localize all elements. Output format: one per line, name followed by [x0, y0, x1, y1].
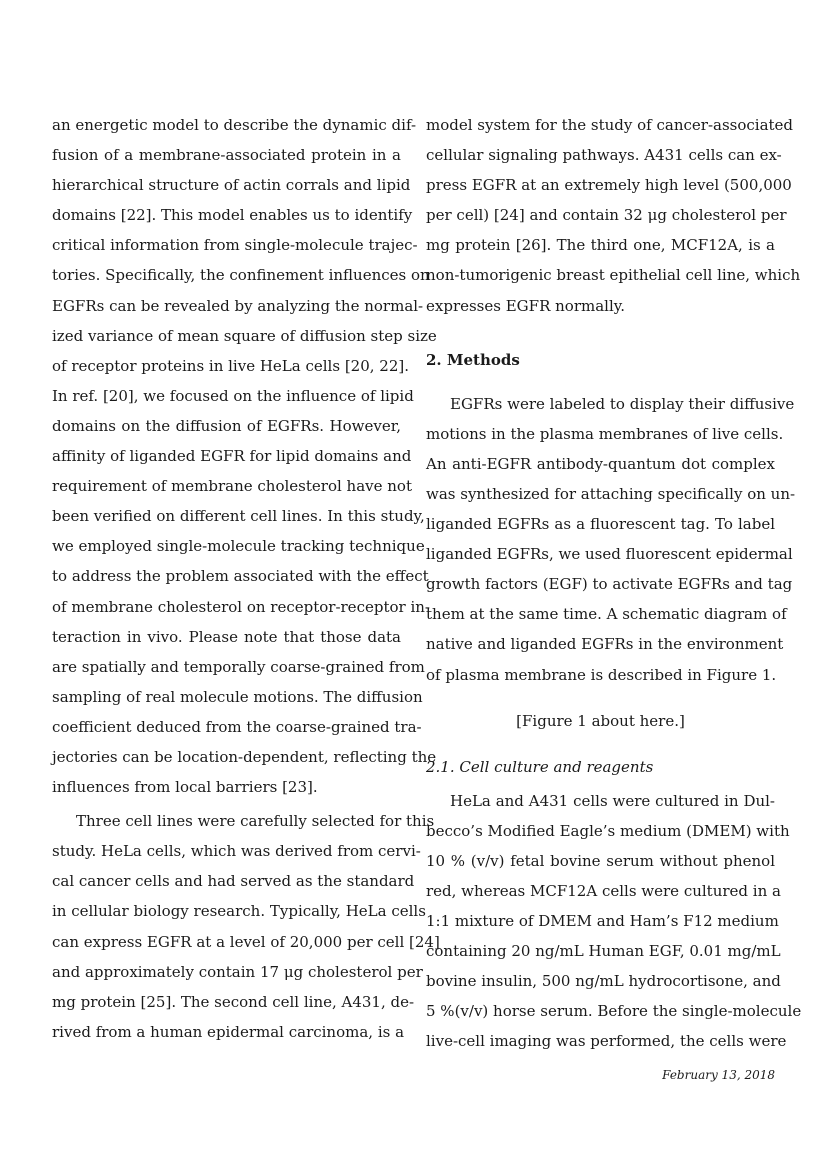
paragraph [426, 389, 796, 690]
text-line: been verified on different cell lines. In this study, [52, 507, 425, 526]
text-line: affinity of liganded EGFR for lipid domains and [52, 447, 412, 466]
figure-placeholder-note: [Figure 1 about here.] [516, 711, 685, 730]
text-line: mg protein [25]. The second cell line, A431, de- [52, 992, 415, 1011]
text-line: per cell) [24] and contain 32 μg cholesterol per [426, 206, 787, 225]
text-line: of membrane cholesterol on receptor-receptor in- [52, 597, 430, 616]
text-line: cal cancer cells and had served as the standard [52, 872, 415, 891]
paragraph [52, 110, 437, 802]
text-line: expresses EGFR normally. [426, 296, 625, 315]
right-column [426, 110, 802, 1056]
text-line: liganded EGFRs as a fluorescent tag. To label [426, 515, 775, 534]
paragraph [52, 806, 440, 1047]
text-line: of plasma membrane is described in Figure 1. [426, 665, 777, 684]
text-line: red, whereas MCF12A cells were cultured in a [426, 881, 781, 900]
paragraph [426, 110, 801, 321]
text-line: cellular signaling pathways. A431 cells can ex- [426, 146, 782, 165]
paragraph [426, 786, 802, 1057]
text-line: domains on the diffusion of EGFRs. However, [52, 416, 401, 435]
text-line: in cellular biology research. Typically, HeLa cells [52, 902, 426, 921]
text-line: are spatially and temporally coarse-grained from [52, 657, 425, 676]
text-line: can express EGFR at a level of 20,000 per cell [24] [52, 932, 440, 951]
text-line: An anti-EGFR antibody-quantum dot complex [426, 454, 775, 473]
text-line: domains [22]. This model enables us to identify [52, 206, 413, 225]
text-line: mg protein [26]. The third one, MCF12A, is a [426, 236, 775, 255]
text-line: critical information from single-molecule trajec- [52, 236, 418, 255]
section-heading: 2. Methods [426, 350, 520, 369]
text-line: was synthesized for attaching specifically on un- [426, 484, 796, 503]
text-line: becco’s Modified Eagle’s medium (DMEM) with [426, 821, 790, 840]
text-line: influences from local barriers [23]. [52, 778, 318, 797]
text-line: EGFRs can be revealed by analyzing the normal- [52, 296, 424, 315]
text-line: rived from a human epidermal carcinoma, is a [52, 1022, 405, 1041]
subsection-heading: 2.1. Cell culture and reagents [426, 757, 654, 776]
text-line: them at the same time. A schematic diagram of [426, 605, 787, 624]
text-line: hierarchical structure of actin corrals and lipid [52, 176, 411, 195]
text-line: press EGFR at an extremely high level (500,000 [426, 176, 792, 195]
text-line: ized variance of mean square of diffusion step size [52, 326, 437, 345]
text-line: 10 % (v/v) fetal bovine serum without phenol [426, 851, 775, 870]
text-line: 5 %(v/v) horse serum. Before the single-molecule [426, 1002, 802, 1021]
text-line: motions in the plasma membranes of live cells. [426, 424, 784, 443]
text-line: HeLa and A431 cells were cultured in Dul- [450, 791, 775, 810]
text-line: an energetic model to describe the dynamic dif- [52, 116, 417, 134]
text-line: teraction in vivo. Please note that those data [52, 627, 401, 646]
text-line: 1:1 mixture of DMEM and Ham’s F12 medium [426, 911, 779, 930]
text-line: jectories can be location-dependent, reflecting the [52, 747, 437, 766]
text-line: model system for the study of cancer-associated [426, 116, 794, 134]
page-date: February 13, 2018 [662, 1068, 775, 1082]
text-line: to address the problem associated with the effect [52, 567, 429, 586]
text-line: tories. Specifically, the confinement influences on [52, 266, 430, 285]
text-line: of receptor proteins in live HeLa cells [20, 22]. [52, 356, 409, 375]
text-line: EGFRs were labeled to display their diffusive [450, 394, 795, 413]
text-line: fusion of a membrane-associated protein in a [52, 146, 401, 165]
text-line: containing 20 ng/mL Human EGF, 0.01 mg/mL [426, 942, 781, 961]
text-line: In ref. [20], we focused on the influence of lipid [52, 386, 414, 405]
text-line: coefficient deduced from the coarse-grained tra- [52, 717, 422, 736]
text-line: and approximately contain 17 μg cholesterol per [52, 962, 423, 981]
text-line: bovine insulin, 500 ng/mL hydrocortisone, and [426, 972, 781, 991]
text-line: we employed single-molecule tracking technique [52, 537, 425, 556]
text-line: non-tumorigenic breast epithelial cell line, which [426, 266, 801, 285]
text-line: Three cell lines were carefully selected for this [76, 812, 435, 831]
text-line: study. HeLa cells, which was derived from cervi- [52, 842, 421, 861]
text-line: native and liganded EGFRs in the environment [426, 635, 784, 654]
left-column [52, 110, 440, 1047]
text-line: sampling of real molecule motions. The diffusion [52, 687, 423, 706]
text-line: liganded EGFRs, we used fluorescent epidermal [426, 545, 793, 564]
text-line: requirement of membrane cholesterol have not [52, 477, 412, 496]
text-line: growth factors (EGF) to activate EGFRs and tag [426, 575, 793, 594]
text-line: live-cell imaging was performed, the cells were [426, 1032, 787, 1051]
